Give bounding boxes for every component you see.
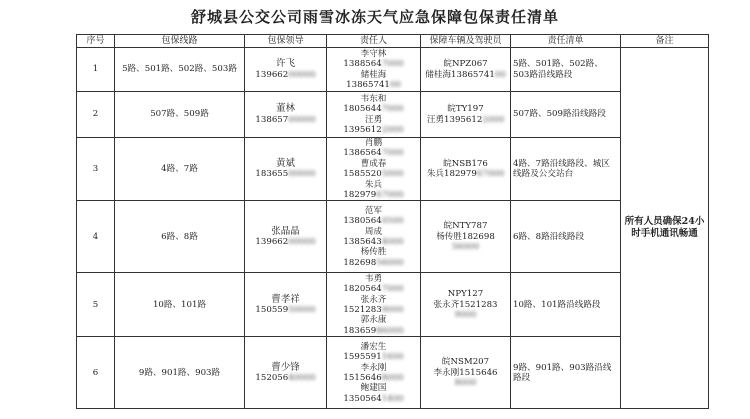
driver-info: 储桂海1386574100 <box>425 69 506 80</box>
note-cell: 所有人员确保24小时手机通讯畅通 <box>621 48 709 409</box>
responsible-line: 肖鹏 <box>364 138 383 148</box>
redacted-digits: 40000 <box>288 372 316 383</box>
redacted-digits: 7000 <box>381 148 404 159</box>
responsible-line: 潘宏生 <box>360 341 387 352</box>
responsible-line: 韦东和 <box>360 93 387 104</box>
driver-info: 杨传胜18269856000 <box>436 231 495 253</box>
leader-phone: 13865700000 <box>255 114 316 125</box>
responsible-line: 18056447000 <box>343 104 404 115</box>
leader-phone: 13966200000 <box>255 69 316 80</box>
responsible-line: 13805640500 <box>343 216 404 227</box>
duty-description: 9路、901路、903路沿线路段 <box>511 337 621 409</box>
responsible-line: 李永刚 <box>360 362 387 373</box>
redacted-digits: 56000 <box>376 257 404 268</box>
duty-description: 507路、509路沿线路段 <box>511 92 621 138</box>
leader-cell <box>245 273 327 337</box>
leader-phone: 15055950000 <box>255 304 316 315</box>
vehicle-driver-cell <box>421 92 511 138</box>
vehicle-plate: 皖NSB176 <box>443 158 488 169</box>
redacted-digits: 67000 <box>476 169 505 180</box>
redacted-digits: 00 <box>494 69 506 80</box>
leader-name: 曹少锋 <box>271 361 300 373</box>
responsible-line: 18269856000 <box>343 257 404 268</box>
vehicle-driver-cell <box>421 337 511 409</box>
driver-info: 汪勇13956122000 <box>426 114 505 125</box>
responsible-cell <box>327 201 421 273</box>
leader-name: 张晶晶 <box>271 225 300 237</box>
duty-description: 10路、101路沿线路段 <box>511 273 621 337</box>
leader-cell <box>245 201 327 273</box>
vehicle-driver-cell <box>421 48 511 92</box>
redacted-digits: 8000 <box>454 378 477 389</box>
leader-phone: 18365500000 <box>255 169 316 180</box>
document-title: 舒城县公交公司雨雪冰冻天气应急保障包保责任清单 <box>190 8 559 26</box>
row-number: 2 <box>77 92 115 138</box>
responsible-line: 范军 <box>364 205 383 216</box>
vehicle-plate: 皖TY197 <box>447 104 484 115</box>
redacted-digits: 00000 <box>288 69 316 80</box>
table-row <box>77 138 709 201</box>
responsible-line: 1386574100 <box>346 79 401 90</box>
responsible-line: 储桂海 <box>360 69 387 80</box>
route-list: 10路、101路 <box>115 273 245 337</box>
header-row <box>77 35 709 48</box>
responsible-line: 13865647000 <box>343 148 404 159</box>
responsible-line: 18205647000 <box>343 284 404 295</box>
driver-info: 朱兵18297967000 <box>426 169 505 180</box>
driver-info: 李永刚15156468000 <box>433 367 498 389</box>
redacted-digits: 2000 <box>482 114 505 125</box>
redacted-digits: 8000 <box>381 372 404 383</box>
responsible-line: 15955911600 <box>343 352 404 363</box>
responsible-line: 张永齐 <box>360 294 387 305</box>
leader-name: 许飞 <box>275 58 295 70</box>
table-row <box>77 48 709 92</box>
leader-name: 董林 <box>275 103 295 115</box>
duty-description: 6路、8路沿线路段 <box>511 201 621 273</box>
responsible-cell <box>327 138 421 201</box>
leader-cell <box>245 337 327 409</box>
duty-description: 5路、501路、502路、503路沿线路段 <box>511 48 621 92</box>
row-number: 5 <box>77 273 115 337</box>
route-list: 4路、7路 <box>115 138 245 201</box>
redacted-digits: 00000 <box>288 236 316 247</box>
redacted-digits: 9000 <box>454 310 477 321</box>
redacted-digits: 1600 <box>381 352 404 363</box>
redacted-digits: 00000 <box>288 114 316 125</box>
leader-name: 曹孝祥 <box>271 293 300 305</box>
leader-cell <box>245 48 327 92</box>
responsible-line: 李守林 <box>360 48 387 59</box>
redacted-digits: 50000 <box>288 304 316 315</box>
header-responsible: 责任人 <box>327 35 421 48</box>
responsible-cell <box>327 48 421 92</box>
responsible-line: 韦勇 <box>364 273 383 284</box>
redacted-digits: 4000 <box>381 236 404 247</box>
redacted-digits: 56000 <box>451 242 480 253</box>
table-body <box>77 48 709 409</box>
table-row <box>77 201 709 273</box>
vehicle-driver-cell <box>421 273 511 337</box>
responsible-line: 13956122000 <box>343 124 404 135</box>
vehicle-driver-cell <box>421 138 511 201</box>
leader-cell <box>245 92 327 138</box>
responsible-line: 汪勇 <box>364 114 383 125</box>
redacted-digits: 7000 <box>381 59 404 70</box>
vehicle-plate: 皖NTY787 <box>443 221 488 232</box>
vehicle-plate: NPY127 <box>447 289 484 300</box>
row-number: 3 <box>77 138 115 201</box>
responsible-line: 15156468000 <box>343 372 404 383</box>
responsible-line: 15855205000 <box>343 169 404 180</box>
redacted-digits: 67000 <box>376 190 404 201</box>
redacted-digits: 9000 <box>381 304 404 315</box>
route-list: 5路、501路、502路、503路 <box>115 48 245 92</box>
redacted-digits: 5000 <box>381 169 404 180</box>
responsible-line: 18297967000 <box>343 190 404 201</box>
route-list: 6路、8路 <box>115 201 245 273</box>
driver-info: 张永齐15212839000 <box>433 299 498 321</box>
redacted-digits: 7000 <box>381 104 404 115</box>
responsible-line: 周成 <box>364 226 383 237</box>
leader-cell <box>245 138 327 201</box>
header-vehicle-driver: 保障车辆及驾驶员 <box>421 35 511 48</box>
responsible-line: 15212839000 <box>343 304 404 315</box>
redacted-digits: 1400 <box>381 393 404 404</box>
leader-phone: 15205640000 <box>255 372 316 383</box>
responsible-line: 郭永康 <box>360 315 387 326</box>
responsibility-table <box>76 34 709 409</box>
header-duty: 责任清单 <box>511 35 621 48</box>
responsible-line: 13505641400 <box>343 393 404 404</box>
responsible-line: 13856434000 <box>343 236 404 247</box>
vehicle-driver-cell <box>421 201 511 273</box>
route-list: 507路、509路 <box>115 92 245 138</box>
row-number: 4 <box>77 201 115 273</box>
vehicle-plate: 皖NSM207 <box>441 357 490 368</box>
redacted-digits: 0500 <box>381 216 404 227</box>
responsible-line: 鲍建国 <box>360 383 387 394</box>
responsible-line: 13885647000 <box>343 59 404 70</box>
table-row <box>77 337 709 409</box>
vehicle-plate: 皖NPZ067 <box>443 59 488 70</box>
row-number: 1 <box>77 48 115 92</box>
redacted-digits: 7000 <box>381 284 404 295</box>
responsible-cell <box>327 92 421 138</box>
header-routes: 包保线路 <box>115 35 245 48</box>
responsible-cell <box>327 337 421 409</box>
row-number: 6 <box>77 337 115 409</box>
responsible-line: 曹成春 <box>360 158 387 169</box>
responsible-cell <box>327 273 421 337</box>
route-list: 9路、901路、903路 <box>115 337 245 409</box>
redacted-digits: 00000 <box>288 169 316 180</box>
responsible-line: 朱兵 <box>364 179 383 190</box>
duty-description: 4路、7路沿线路段、城区线路及公交站台 <box>511 138 621 201</box>
leader-phone: 13966200000 <box>255 236 316 247</box>
table-row <box>77 273 709 337</box>
header-leader: 包保领导 <box>245 35 327 48</box>
leader-name: 黄斌 <box>275 157 295 169</box>
table-row <box>77 92 709 138</box>
responsible-line: 18365986000 <box>343 325 404 336</box>
redacted-digits: 2000 <box>381 124 404 135</box>
redacted-digits: 86000 <box>376 325 404 336</box>
redacted-digits: 00 <box>389 79 401 90</box>
header-note: 备注 <box>621 35 709 48</box>
header-no: 序号 <box>77 35 115 48</box>
responsible-line: 杨传胜 <box>360 247 387 258</box>
